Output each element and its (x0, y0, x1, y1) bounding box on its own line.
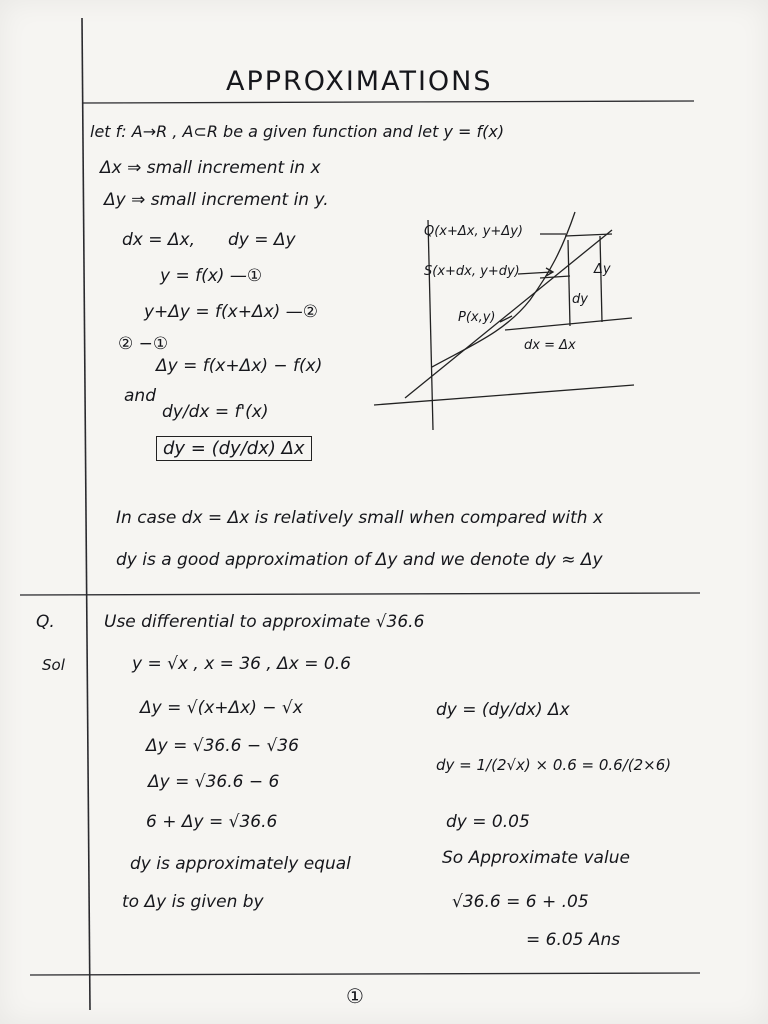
question-text: Use differential to approximate √36.6 (104, 612, 425, 632)
derivative-formula: dy/dx = f'(x) (162, 402, 269, 422)
solution-right-2: dy = 1/(2√x) × 0.6 = 0.6/(2×6) (436, 756, 672, 774)
equation-1: y = f(x) —① (160, 266, 263, 286)
tangent-graph (374, 212, 634, 430)
graph-label-q: Q(x+Δx, y+Δy) (424, 224, 523, 239)
solution-left-3: Δy = √36.6 − 6 (148, 772, 280, 792)
solution-left-1: Δy = √(x+Δx) − √x (140, 698, 303, 718)
solution-right-6: = 6.05 Ans (526, 930, 621, 950)
dy-equals-delta-y: dy = Δy (228, 230, 296, 250)
page-title: APPROXIMATIONS (226, 66, 493, 97)
subtraction-step: ② −① (118, 334, 169, 354)
solution-right-4: So Approximate value (442, 848, 630, 868)
graph-label-s: S(x+dx, y+dy) (424, 264, 520, 279)
intro-line-1: let f: A→R , A⊂R be a given function and let y = f(x) (90, 122, 505, 141)
solution-label: Sol (42, 656, 65, 674)
delta-y-formula: Δy = f(x+Δx) − f(x) (156, 356, 323, 376)
page-number: ① (346, 984, 364, 1008)
graph-label-dx: dx = Δx (524, 338, 576, 353)
solution-left-5: dy is approximately equal (130, 854, 351, 874)
and-label: and (124, 386, 156, 406)
solution-right-5: √36.6 = 6 + .05 (452, 892, 589, 912)
dx-equals-delta-x: dx = Δx, (122, 230, 195, 250)
solution-right-3: dy = 0.05 (446, 812, 530, 832)
solution-left-6: to Δy is given by (122, 892, 264, 912)
solution-given: y = √x , x = 36 , Δx = 0.6 (132, 654, 351, 674)
question-label: Q. (36, 612, 55, 632)
solution-left-2: Δy = √36.6 − √36 (146, 736, 299, 756)
graph-label-dy: dy (572, 292, 588, 307)
intro-line-2: Δx ⇒ small increment in x (100, 158, 321, 178)
graph-label-p: P(x,y) (458, 310, 496, 325)
boxed-dy-formula: dy = (dy/dx) Δx (156, 436, 312, 461)
solution-right-1: dy = (dy/dx) Δx (436, 700, 570, 720)
graph-label-delta-y: Δy (594, 262, 611, 277)
intro-line-3: Δy ⇒ small increment in y. (104, 190, 329, 210)
remark-line-2: dy is a good approximation of Δy and we denote dy ≈ Δy (116, 550, 603, 570)
solution-left-4: 6 + Δy = √36.6 (146, 812, 278, 832)
remark-line-1: In case dx = Δx is relatively small when compared with x (116, 508, 604, 528)
equation-2: y+Δy = f(x+Δx) —② (144, 302, 318, 322)
